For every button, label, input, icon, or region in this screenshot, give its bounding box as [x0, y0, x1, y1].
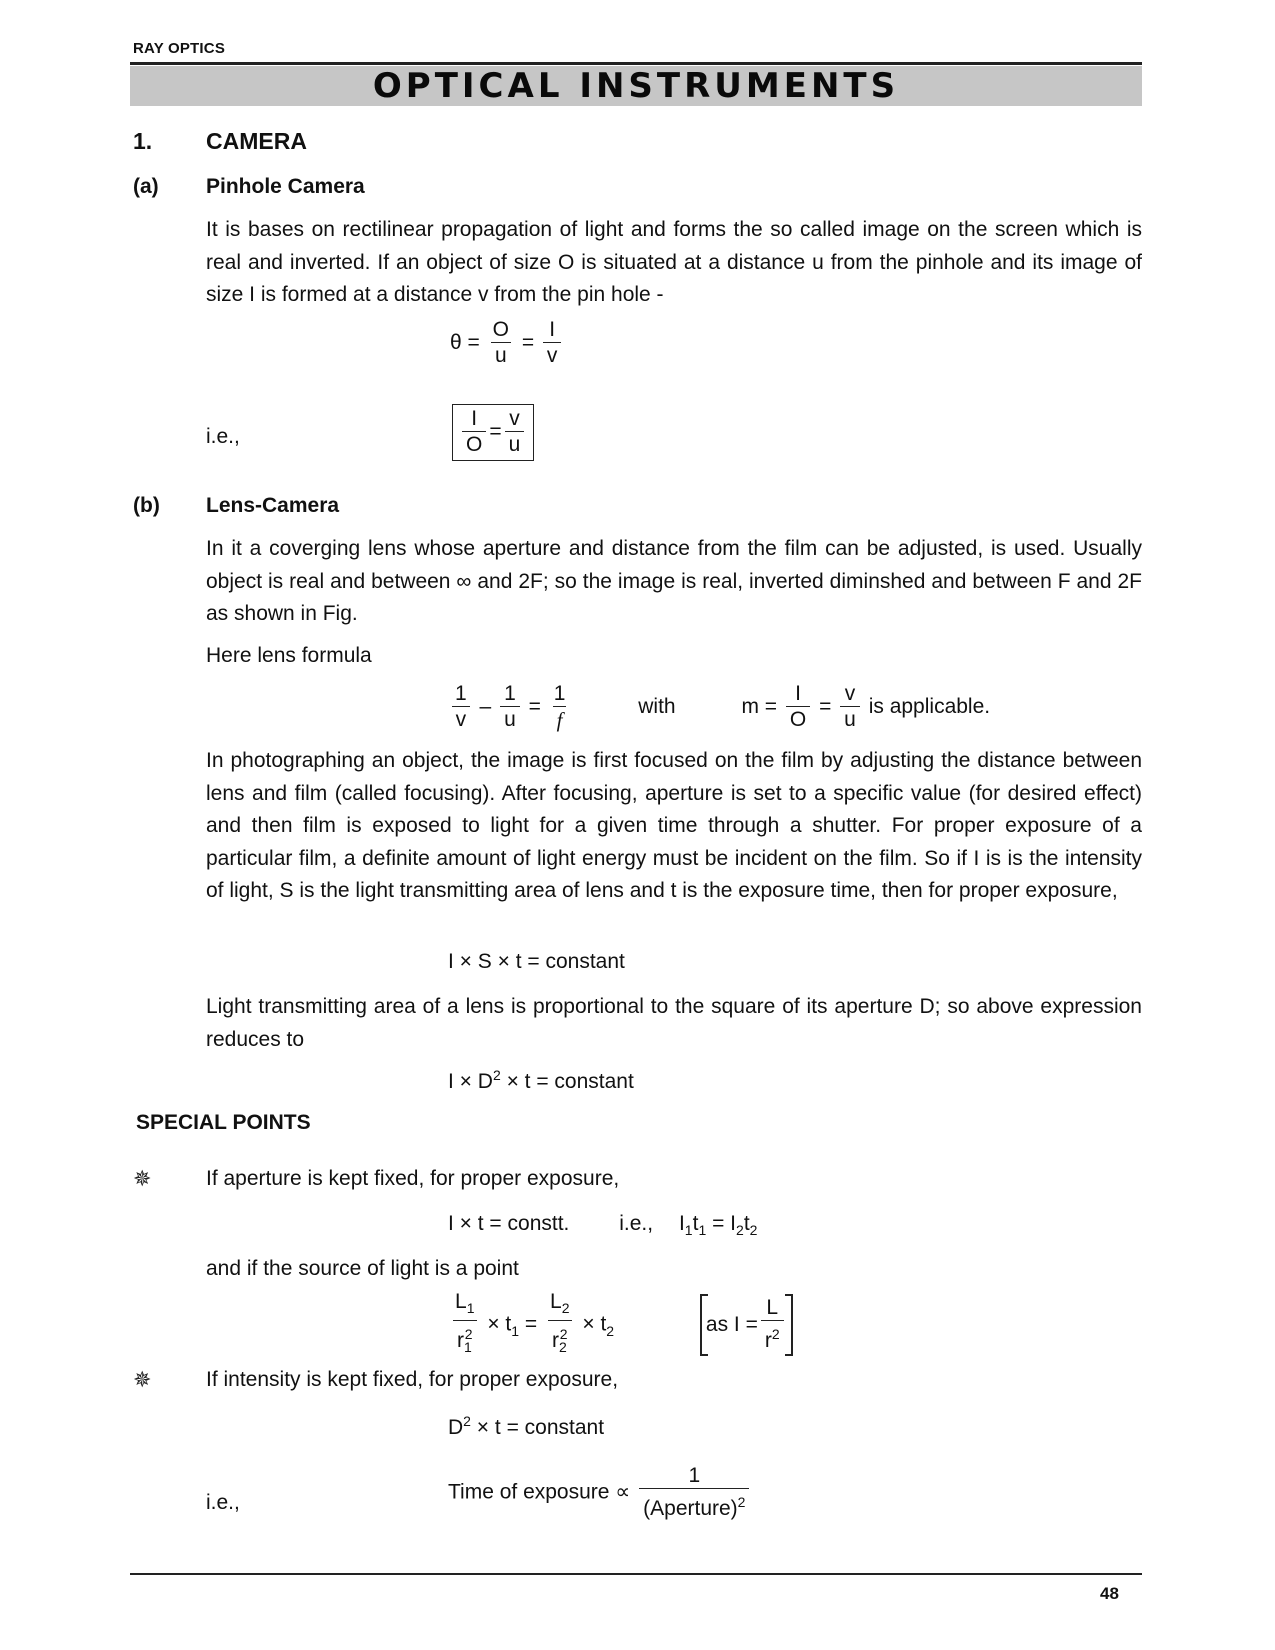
title-band: [130, 66, 1142, 106]
subsection-title-b: Lens-Camera: [206, 494, 340, 517]
equation-point-source: $\frac{L_1}{r_1^2}$ × $t_1$ = $\frac{L_2}{r_2^2}$ × $t_2$ as I = $\frac{L}{r^2}$: [448, 1290, 793, 1360]
running-head: RAY OPTICS: [133, 40, 226, 57]
ie-label: i.e.,: [206, 425, 240, 448]
bottom-rule: [130, 1573, 1142, 1575]
aperture-paragraph: Light transmitting area of a lens is proportional to the square of its aperture D; so above expression reduces to: [206, 995, 1142, 1051]
section-number: 1.: [133, 128, 153, 154]
special-point-2: If intensity is kept fixed, for proper exposure,: [206, 1368, 619, 1391]
equation-id2t: $I \times D^2 \times t$ = constant: [448, 1067, 634, 1093]
subsection-label-a: (a): [133, 175, 159, 198]
lens-formula: $\frac{1}{v}$ – $\frac{1}{u}$ = $\frac{1}{f}$ with m = $\frac{I}{O}$ = $\frac{v}{u}$ is applicable.: [448, 682, 990, 733]
page-title: OPTICAL INSTRUMENTS: [372, 66, 900, 106]
boxed-equation: $\frac{I}{O}$ = $\frac{v}{u}$: [452, 404, 534, 461]
subsection-title-a: Pinhole Camera: [206, 175, 365, 198]
subsection-label-b: (b): [133, 494, 160, 517]
top-rule: [130, 62, 1142, 65]
special-point-1: If aperture is kept fixed, for proper exposure,: [206, 1167, 620, 1190]
equation-ist: I × S × t = constant: [448, 950, 625, 973]
section-title: CAMERA: [206, 128, 307, 154]
equation-theta: θ = $\frac{O}{u}$ = $\frac{I}{v}$: [450, 318, 564, 369]
page-number: 48: [1100, 1584, 1119, 1603]
equation-exposure-time: Time of exposure ∝ $\frac{1}{(Aperture)^2}$: [448, 1464, 752, 1522]
lens-camera-paragraph: In it a coverging lens whose aperture and distance from the film can be adjusted, is used. Usually object is real and between ∞ and 2F; so the image is real, inverted diminshed and between F and 2F as shown in Fig.: [206, 537, 1142, 625]
star-bullet-icon: ✵: [133, 1367, 152, 1392]
ie-label-2: i.e.,: [206, 1491, 240, 1514]
equation-d2t: $D^2 \times t$ = constant: [448, 1413, 605, 1439]
photographing-paragraph: In photographing an object, the image is first focused on the film by adjusting the distance between lens and film (called focusing). After focusing, aperture is set to a specific value (for desired effect) and then film is exposed to light for a given time through a shutter. For proper exposure of a particular film, a definite amount of light energy must be incident on the film. So if I is is the intensity of light, S is the light transmitting area of lens and t is the exposure time, then for proper exposure,: [206, 749, 1142, 902]
special-points-heading: SPECIAL POINTS: [136, 1111, 311, 1134]
star-bullet-icon: ✵: [133, 1166, 152, 1191]
pinhole-paragraph: It is bases on rectilinear propagation of light and forms the so called image on the screen which is real and inverted. If an object of size O is situated at a distance u from the pinhole and its image of size I is formed at a distance v from the pin hole -: [206, 218, 1142, 306]
lens-formula-intro: Here lens formula: [206, 644, 372, 667]
point-source-text: and if the source of light is a point: [206, 1257, 519, 1280]
equation-it: I × t = constt. i.e., $I_1t_1 = I_2t_2$: [448, 1212, 758, 1239]
